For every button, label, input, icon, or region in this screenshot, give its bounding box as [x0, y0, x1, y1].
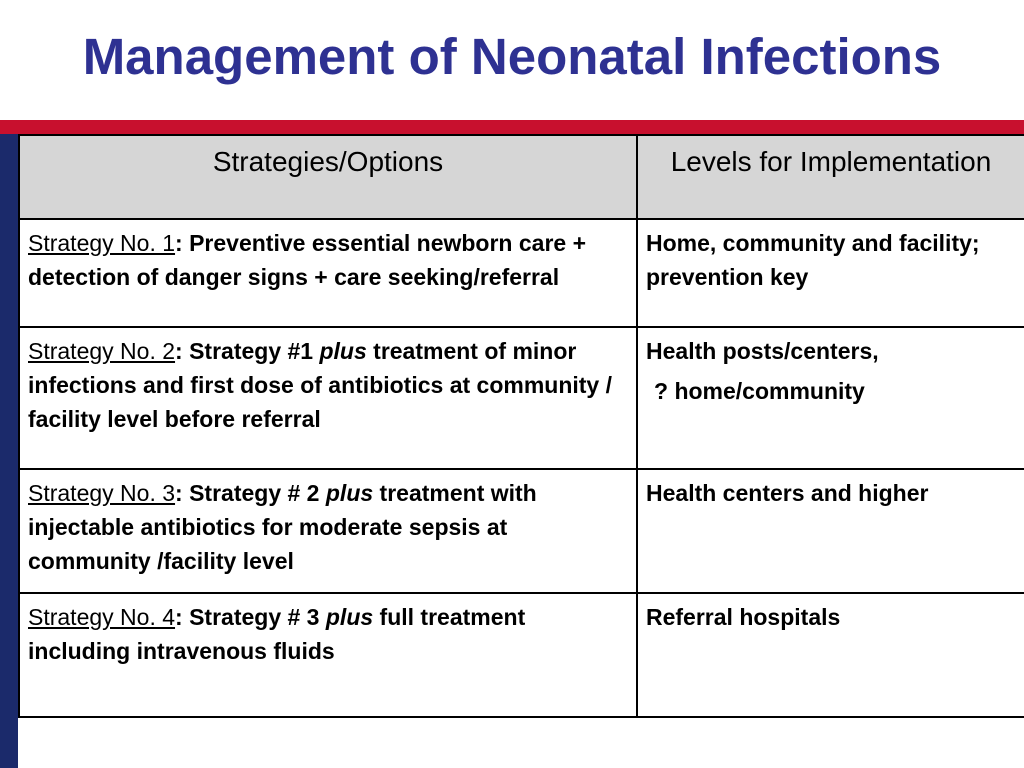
strategy-label: Strategy No. 3: [28, 480, 176, 506]
strategy-cell: [19, 593, 637, 717]
strategy-text: : Preventive essential newborn care + detection of danger signs + care seeking/referral: [28, 230, 587, 290]
table-row: [19, 469, 1024, 593]
strategy-text-post: treatment with injectable antibiotics for moderate sepsis at community /facility level: [28, 480, 537, 574]
navy-side-band: [0, 134, 18, 768]
table-row: [19, 593, 1024, 717]
level-cell: [637, 327, 1024, 469]
plus-word: plus: [319, 338, 367, 364]
header-strategies: Strategies/Options: [19, 135, 637, 219]
strategy-text: : Strategy #1: [175, 338, 320, 364]
plus-word: plus: [325, 480, 374, 506]
strategies-table-container: [18, 134, 1024, 768]
slide-title: Management of Neonatal Infections: [82, 28, 942, 85]
strategy-text-post: full treatment including intravenous fluids: [28, 604, 526, 664]
table-header-row: [19, 135, 1024, 219]
strategy-cell: [19, 327, 637, 469]
level-text: Health centers and higher: [646, 480, 929, 506]
level-cell: [637, 593, 1024, 717]
table-row: [19, 327, 1024, 469]
strategy-cell: [19, 219, 637, 327]
plus-word: plus: [325, 604, 374, 630]
strategy-text-post: treatment of minor infections and first dose of antibiotics at community / facility level before referral: [28, 338, 613, 432]
strategies-table: [18, 134, 1024, 718]
header-levels: Levels for Implementation: [637, 135, 1024, 219]
level-text: Referral hospitals: [646, 604, 841, 630]
level-cell: [637, 219, 1024, 327]
level-cell: [637, 469, 1024, 593]
level-text: Home, community and facility; prevention key: [646, 230, 980, 290]
red-band: [0, 120, 1024, 134]
strategy-text: : Strategy # 3: [175, 604, 326, 630]
table-row: [19, 219, 1024, 327]
strategy-label: Strategy No. 1: [28, 230, 176, 256]
strategy-cell: [19, 469, 637, 593]
strategy-text: : Strategy # 2: [175, 480, 326, 506]
strategy-label: Strategy No. 4: [28, 604, 176, 630]
strategy-label: Strategy No. 2: [28, 338, 176, 364]
level-text-2: ? home/community: [654, 378, 865, 404]
level-text: Health posts/centers,: [646, 338, 879, 364]
